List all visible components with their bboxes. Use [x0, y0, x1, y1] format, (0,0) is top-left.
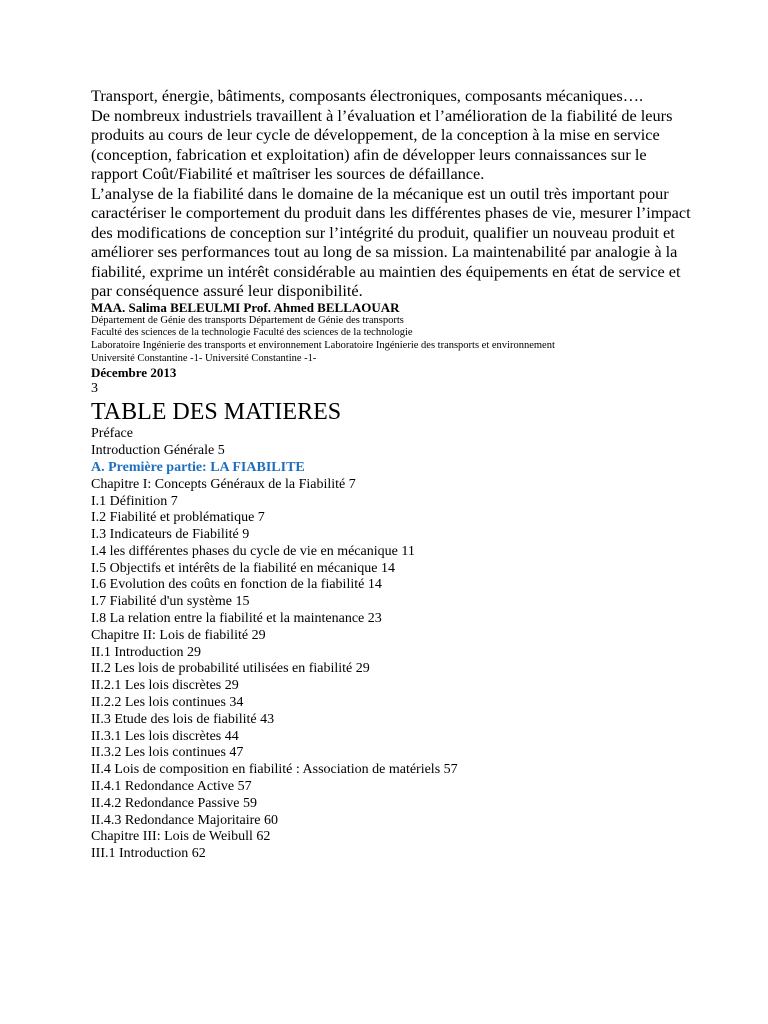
toc-entry: II.4.3 Redondance Majoritaire 60: [91, 812, 278, 828]
toc-entry: I.8 La relation entre la fiabilité et la maintenance 23: [91, 611, 382, 627]
table-of-contents: [91, 426, 691, 863]
toc-section-heading[interactable]: A. Première partie: LA FIABILITE: [91, 459, 305, 475]
toc-entry: II.1 Introduction 29: [91, 644, 202, 660]
intro-text: [91, 86, 691, 301]
toc-entry: I.3 Indicateurs de Fiabilité 9: [91, 527, 250, 543]
toc-entry: II.3.2 Les lois continues 47: [91, 745, 244, 761]
affiliation-line: Faculté des sciences de la technologie Faculté des sciences de la technologie: [91, 327, 413, 339]
intro-paragraph: De nombreux industriels travaillent à l’évaluation et l’amélioration de la fiabilité de leurs produits au cours de leur cycle de développement, de la conception à la mise en service (conception, fabrication et exploitation) afin de développer leurs connaissances sur le rapport Coût/Fiabilité et maîtriser les sources de défaillance.: [91, 105, 673, 183]
authors: MAA. Salima BELEULMI Prof. Ahmed BELLAOUAR: [91, 299, 400, 315]
toc-entry: II.4.2 Redondance Passive 59: [91, 795, 258, 811]
affiliation-line: Département de Génie des transports Département de Génie des transports: [91, 314, 404, 326]
document-page: [91, 86, 691, 863]
toc-entry: Préface: [91, 426, 133, 442]
toc-entry: II.4 Lois de composition en fiabilité : Association de matériels 57: [91, 762, 458, 778]
affiliations: [91, 315, 691, 366]
intro-paragraph: Transport, énergie, bâtiments, composants électroniques, composants mécaniques….: [91, 86, 644, 105]
toc-entry: II.2.2 Les lois continues 34: [91, 695, 244, 711]
toc-entry: Chapitre III: Lois de Weibull 62: [91, 829, 271, 845]
toc-title: TABLE DES MATIERES: [91, 399, 342, 426]
toc-entry: I.7 Fiabilité d'un système 15: [91, 594, 250, 610]
toc-entry: II.2 Les lois de probabilité utilisées en fiabilité 29: [91, 661, 370, 677]
toc-entry: II.2.1 Les lois discrètes 29: [91, 678, 239, 694]
toc-entry: Introduction Générale 5: [91, 443, 225, 459]
publication-date: Décembre 2013: [91, 365, 177, 381]
toc-entry: Chapitre I: Concepts Généraux de la Fiabilité 7: [91, 476, 356, 492]
affiliation-line: Laboratoire Ingénierie des transports et environnement Laboratoire Ingénierie des transports et environnement: [91, 339, 555, 351]
toc-entry: I.5 Objectifs et intérêts de la fiabilité en mécanique 14: [91, 560, 395, 576]
toc-entry: I.4 les différentes phases du cycle de vie en mécanique 11: [91, 543, 415, 559]
toc-entry: II.3 Etude des lois de fiabilité 43: [91, 711, 275, 727]
page-number: 3: [91, 381, 98, 397]
toc-entry: I.1 Définition 7: [91, 493, 178, 509]
toc-entry: III.1 Introduction 62: [91, 846, 206, 862]
affiliation-line: Université Constantine -1- Université Constantine -1-: [91, 352, 317, 364]
toc-entry: I.2 Fiabilité et problématique 7: [91, 510, 265, 526]
toc-entry: II.4.1 Redondance Active 57: [91, 779, 252, 795]
toc-entry: I.6 Evolution des coûts en fonction de la fiabilité 14: [91, 577, 382, 593]
toc-entry: II.3.1 Les lois discrètes 44: [91, 728, 239, 744]
toc-entry: Chapitre II: Lois de fiabilité 29: [91, 627, 266, 643]
intro-paragraph: L’analyse de la fiabilité dans le domaine de la mécanique est un outil très important pour caractériser le comportement du produit dans les différentes phases de vie, mesurer l’impact des modifications de conception sur l’intégrité du produit, qualifier un nouveau produit et améliorer ses performances tout au long de sa mission. La maintenabilité par analogie à la fiabilité, exprime un intérêt considérable au maintien des équipements en état de service et par conséquence assuré leur disponibilité.: [91, 183, 691, 300]
